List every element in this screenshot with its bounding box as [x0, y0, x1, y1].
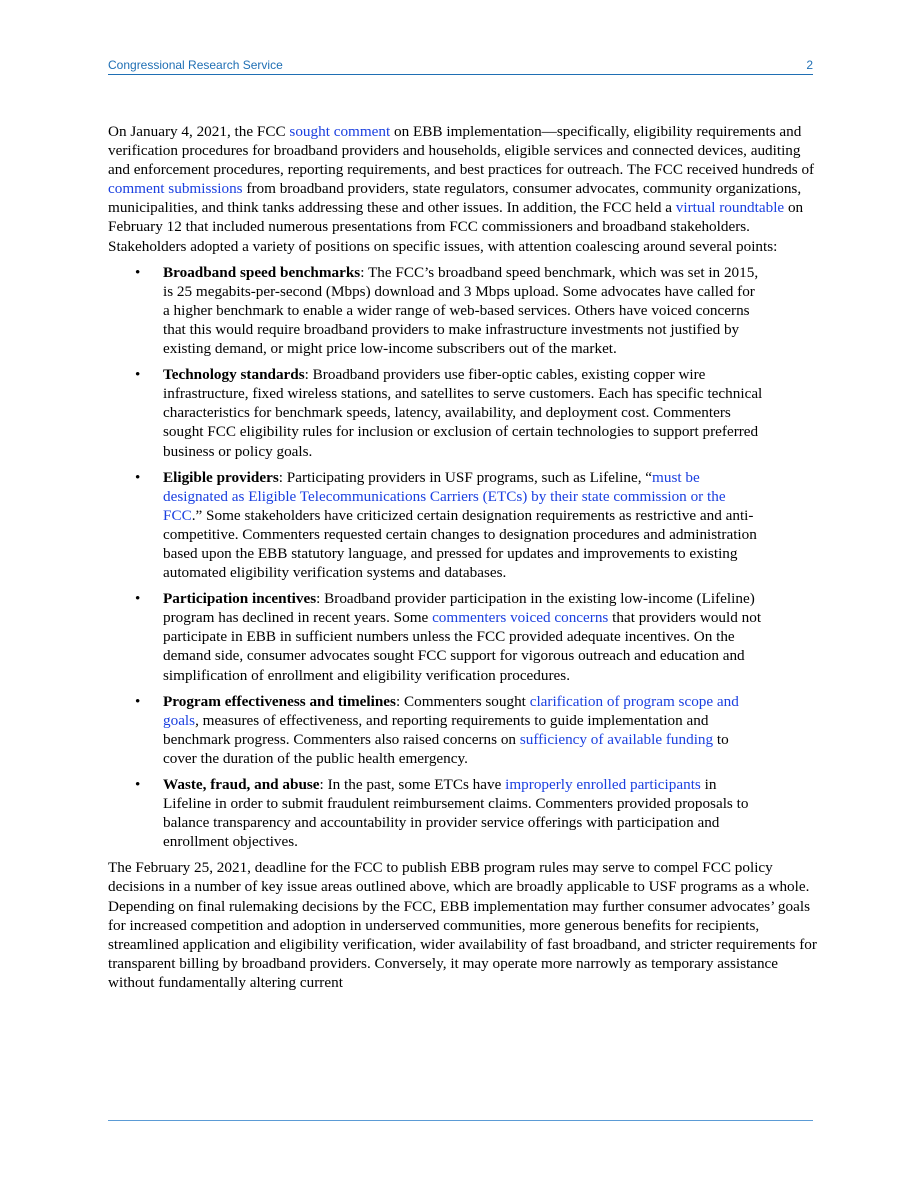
list-item-participation-incentives — [108, 589, 763, 684]
document-body — [108, 122, 818, 992]
item-title: Eligible providers — [163, 468, 279, 486]
list-item-eligible-providers — [108, 468, 763, 583]
intro-text-2: on EBB implementation—specifically, eligibility requirements and verification procedures for broadband providers and households, eligible services and connected devices, auditing and enforcement procedures, reporting requirements, and best practices for outreach. The FCC received hundreds of — [108, 123, 815, 179]
etc-designation-link[interactable]: must be designated as Eligible Telecommunications Carriers (ETCs) by their state commission or the FCC — [163, 468, 726, 524]
list-item-program-effectiveness — [108, 692, 763, 768]
item-title: Broadband speed benchmarks — [163, 263, 361, 281]
page-header — [108, 58, 813, 75]
commenters-voiced-concerns-link[interactable]: commenters voiced concerns — [432, 609, 609, 627]
header-org-name: Congressional Research Service — [108, 58, 283, 72]
bullet-icon: • — [135, 366, 141, 384]
intro-paragraph — [108, 122, 818, 256]
page-number: 2 — [806, 58, 813, 72]
list-item-speed-benchmarks — [108, 263, 763, 358]
bullet-icon: • — [135, 590, 141, 608]
bullet-icon: • — [135, 776, 141, 793]
item-text: : Commenters sought — [395, 692, 530, 710]
sought-comment-link[interactable]: sought comment — [289, 123, 391, 140]
available-funding-link[interactable]: sufficiency of available funding — [519, 730, 714, 748]
item-text: in Lifeline in order to submit fraudulent reimbursement claims. Commenters provided proposals to balance transparency and accountability in provider service offerings with participation and enrollment objectives. — [163, 776, 749, 851]
item-text: : Broadband provider participation in the existing low-income (Lifeline) program has declined in recent years. Some — [163, 590, 755, 627]
item-text: : Broadband providers use fiber-optic cables, existing copper wire infrastructure, fixed wireless stations, and satellites to serve customers. Each has specific technical characteristics for benchmark speeds, latency, availability, and deployment cost. Commenters sought FCC eligibility rules for inclusion or exclusion of certain technologies to support preferred business or policy goals. — [163, 366, 763, 460]
list-item-waste-fraud-abuse — [108, 775, 763, 851]
item-title: Technology standards — [163, 366, 305, 384]
bullet-icon: • — [135, 692, 141, 710]
footer-divider — [108, 1120, 813, 1121]
item-text: , measures of effectiveness, and reporting requirements to guide implementation and benchmark progress. Commenters also raised concerns on — [163, 711, 709, 748]
issues-list — [108, 263, 818, 852]
bullet-icon: • — [135, 468, 141, 486]
item-text: : In the past, some ETCs have — [319, 776, 506, 793]
item-text: .” Some stakeholders have criticized certain designation requirements as restrictive and anti-competitive. Commenters requested certain changes to designation procedures and administration based upon the EBB statutory language, and pressed for updates and improvements to existing automated eligibility verification systems and databases. — [163, 506, 757, 582]
item-text: to cover the duration of the public health emergency. — [163, 730, 729, 767]
item-title: Waste, fraud, and abuse — [163, 776, 320, 793]
closing-paragraph: The February 25, 2021, deadline for the FCC to publish EBB program rules may serve to compel FCC policy decisions in a number of key issue areas outlined above, which are broadly applicable to USF programs as a whole. Depending on final rulemaking decisions by the FCC, EBB implementation may further consumer advocates’ goals for increased competition and adoption in underserved communities, more generous benefits for recipients, streamlined application and eligibility verification, wider availability of fast broadband, and stricter requirements for transparent billing by broadband providers. Conversely, it may operate more narrowly as temporary assistance without fundamentally altering current — [108, 859, 817, 991]
intro-text-4: on February 12 that included numerous presentations from FCC commissioners and broadband stakeholders. Stakeholders adopted a variety of positions on specific issues, with attention coalescing around several points: — [108, 199, 804, 255]
improperly-enrolled-link[interactable]: improperly enrolled participants — [505, 776, 701, 793]
item-title: Program effectiveness and timelines — [163, 692, 396, 710]
item-title: Participation incentives — [163, 590, 317, 608]
intro-text-3: from broadband providers, state regulators, consumer advocates, community organizations, municipalities, and think tanks addressing these and other issues. In addition, the FCC held a — [108, 180, 802, 217]
list-item-technology-standards — [108, 365, 763, 460]
bullet-icon: • — [135, 263, 141, 281]
item-text: that providers would not participate in EBB in sufficient numbers unless the FCC provided adequate incentives. On the demand side, consumer advocates sought FCC support for vigorous outreach and education and simplification of enrollment and eligibility verification procedures. — [163, 609, 762, 684]
comment-submissions-link[interactable]: comment submissions — [108, 180, 243, 198]
intro-text-1: On January 4, 2021, the FCC — [108, 123, 290, 140]
item-text: : Participating providers in USF programs, such as Lifeline, “ — [278, 468, 653, 486]
clarification-link[interactable]: clarification of program scope and goals — [163, 692, 739, 729]
item-text: : The FCC’s broadband speed benchmark, which was set in 2015, is 25 megabits-per-second (Mbps) download and 3 Mbps upload. Some advocates have called for a higher benchmark to enable a wider range of web-based services. Others have voiced concerns that this would require broadband providers to make infrastructure investments not justified by existing demand, or might price low-income subscribers out of the market. — [163, 263, 759, 358]
virtual-roundtable-link[interactable]: virtual roundtable — [675, 199, 785, 217]
